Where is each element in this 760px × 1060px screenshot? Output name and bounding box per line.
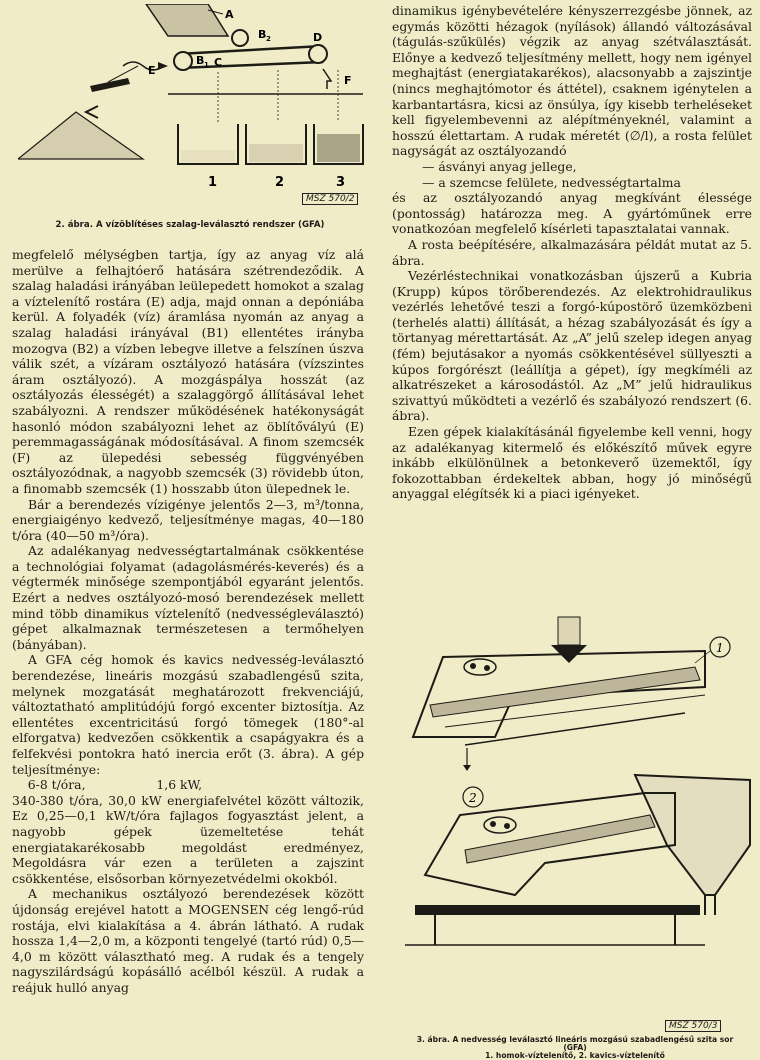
label-f: F: [344, 74, 352, 87]
figure-3-stamp: MSZ 570/3: [665, 1020, 721, 1032]
spec-line: 6-8 t/óra, 1,6 kW,: [12, 777, 203, 793]
exciter-2: [484, 817, 516, 833]
label-b2: B: [258, 28, 267, 41]
paragraph: Az adalékanyag nedvességtartalmának csökkentése a technológiai folyamat (adagolásmérés-keverés) és a végtermék minősége szempontjából egyaránt jelentős. Ezért a nedves osztályozó-mosó berendezések mellett mind több dinamikus víztelenítő (nedvességleválasztó) gépet alkalmaznak természetesen a termőhelyen (bányában).: [12, 543, 364, 652]
list-item: — a szemcse felülete, nedvességtartalma: [422, 174, 681, 190]
figure-2-caption: 2. ábra. A vízöblítéses szalag-leválasztó rendszer (GFA): [55, 220, 325, 230]
label-a: A: [225, 8, 234, 21]
paragraph: A GFA cég homok és kavics nedvesség-leválasztó berendezése, lineáris mozgású szabadlengésű szita, melynek mozgatását meghatározott frekvenciájú, változtatható amplitúdójú forgó excenter biztosítja. Az ellentétes excentricitású forgó tömegek (180°-al elforgatva) kedvezően csökkentik a csapágyakra és a felfekvési pontokra ható inercia erőt (3. ábra). A gép teljesítménye:: [12, 652, 364, 777]
paragraph: A rosta beépítésére, alkalmazására példát mutat az 5. ábra.: [392, 236, 752, 268]
belt-roller-left: [174, 52, 192, 70]
belt-roller-top: [232, 30, 248, 46]
figure-3-caption: [392, 1036, 758, 1060]
figure-3-drawing: [405, 605, 755, 1020]
bin-label-1: 1: [208, 175, 218, 190]
exciter-1: [464, 659, 496, 675]
list-item: — ásványi anyag jellege,: [422, 158, 577, 174]
left-column: [12, 247, 364, 996]
label-c: C: [214, 56, 223, 69]
dewatering-screen-e: [90, 78, 130, 92]
bin-1: [178, 124, 238, 164]
paragraph: Bár a berendezés vízigénye jelentős 2—3, m³/tonna, energiaigényo kedvező, teljesítménye magas, 40—180 t/óra (40—50 m³/óra).: [12, 496, 364, 543]
paragraph: Ezen gépek kialakításánál figyelembe kell venni, hogy az adalékanyag kitermelő és előkészítő művek egyre inkább elkülönülnek a betonkeverő üzemektől, így fokozottabban érdekeltek abban, hogy jó minőségű anyaggal elégítsék ki a piaci igényeket.: [392, 424, 752, 502]
sand-deposit-pile: [18, 112, 143, 159]
callout-1-label: 1: [716, 641, 724, 655]
fine-arrow-f: [323, 69, 331, 89]
paragraph: 340-380 t/óra, 30,0 kW energiafelvétel között változik, Ez 0,25—0,1 kW/t/óra fajlagos fogyasztást jelent, a nagyobb gépek üzemeltetése tehát energiatakarékosabb megoldást eredményez, Megoldásra vár ezen a területen a zajszint csökkentése, elsősorban környezetvédelmi okokból.: [12, 792, 364, 886]
callout-2-label: 2: [469, 791, 477, 805]
figure-3-caption-line-1: 3. ábra. A nedvesség leválasztó lineáris mozgású szabadlengésű szita sor: [416, 1035, 734, 1044]
bin-3: [314, 124, 363, 164]
figure-3-caption-line-2: (GFA): [563, 1043, 587, 1052]
paragraph: Vezérléstechnikai vonatkozásban újszerű a Kubria (Krupp) kúpos törőberendezés. Az elektrohidraulikus vezérlés lehetővé teszi a forgó-kúpostörő üzemközbeni (terhelés alatti) állítását, a hézag szabályozását és így a törtanyag mérettartását. Az „A” jelű szelep idegen anyag (fém) bejutásakor a nyomás csökkentésével süllyeszti a kúpos forgórészt (leállítja a gépet), így megkíméli az alkatrészeket a károsodástól. Az „M” jelű hidraulikus szivattyú működteti a vezérlő és szabályozó rendszert (6. ábra).: [392, 268, 752, 424]
bin-label-3: 3: [336, 175, 346, 190]
bin-2: [246, 124, 306, 164]
paragraph: megfelelő mélységben tartja, így az anyag víz alá merülve a felhajtóerő hatására szétrendeződik. A szalag haladási irányában leülepedett homokot a szalag a víztelenítő rostára (E) adja, majd onnan a depóniába kerül. A folyadék (víz) áramlása nyomán az anyag a szalag haladási irányával (B1) ellentétes irányba mozogva (B2) a vízben lebegve illetve a felszínen úszva válik szét, a vízáram osztályozó hatására (vízszintes áram osztályozó). A mozgáspálya hosszát (az osztályozás élességét) a szalaggörgő állításával lehet szabályozni. A rendszer működésének hatékonyságát hasonló módon szabályozni lehet az öblítővályú (E) peremmagasságának módosításával. A finom szemcsék (F) az ülepedési sebesség függvényében osztályozódnak, a nagyobb szemcsék (3) rövidebb úton, a finomabb szemcsék (1) hosszabb úton ülepednek le.: [12, 247, 364, 496]
figure-2-drawing: [18, 4, 368, 214]
paragraph: dinamikus igénybevételére kényszerrezgésbe jönnek, az egymás közötti hézagok (nyílások) állandó változásával (tágulás-szűkülés) végzik az anyag szétválasztását. Előnye a kedvező teljesítmény mellett, hogy nem igényel meghajtást (energiatakarékos), alacsonyabb a zajszintje (nincs meghajtómotor és áttétel), csaknem igénytelen a karbantartásra, kicsi az önsúlya, így kisebb terheléseket kell figyelembevenni az alépítményeknél, valamint a hosszú élettartam. A rudak méretét (∅/l), a rosta felület nagyságát az osztályozandó: [392, 3, 752, 159]
right-column: [392, 3, 752, 502]
output-arrow: [86, 106, 98, 118]
label-b1-sub: 1: [204, 61, 209, 69]
label-b1: B: [196, 54, 205, 67]
water-flow: [123, 62, 163, 70]
paragraph: A mechanikus osztályozó berendezések között újdonság erejével hatott a MOGENSEN cég lengő-rúd rostája, elvi kialakítása a 4. ábrán látható. A rudak hossza 1,4—2,0 m, a központi tengelyé (tartó rúd) 0,5—4,0 m között választható meg. A rudak és a tengely nagyszilárdságú kopásálló acélból készül. A rudak a reájuk hulló anyag: [12, 886, 364, 995]
figure-2-stamp: MSZ 570/2: [302, 193, 358, 205]
bin-label-2: 2: [275, 175, 285, 190]
figure-3-caption-line-3: 1. homok-víztelenítő, 2. kavics-víztelenítő: [485, 1051, 665, 1060]
belt-top: [178, 46, 323, 54]
label-e: E: [148, 64, 156, 77]
screen-1-deck: [430, 667, 700, 717]
label-d: D: [313, 31, 323, 44]
feed-chute: [146, 4, 228, 36]
platform: [415, 905, 700, 915]
label-b2-sub: 2: [266, 35, 271, 43]
belt-roller-right: [309, 45, 327, 63]
paragraph: és az osztályozandó anyag megkívánt élessége (pontosság) határozza meg. A gyártóműnek erre vonatkozóan megfelelő kísérleti tapasztalatai vannak.: [392, 190, 752, 237]
